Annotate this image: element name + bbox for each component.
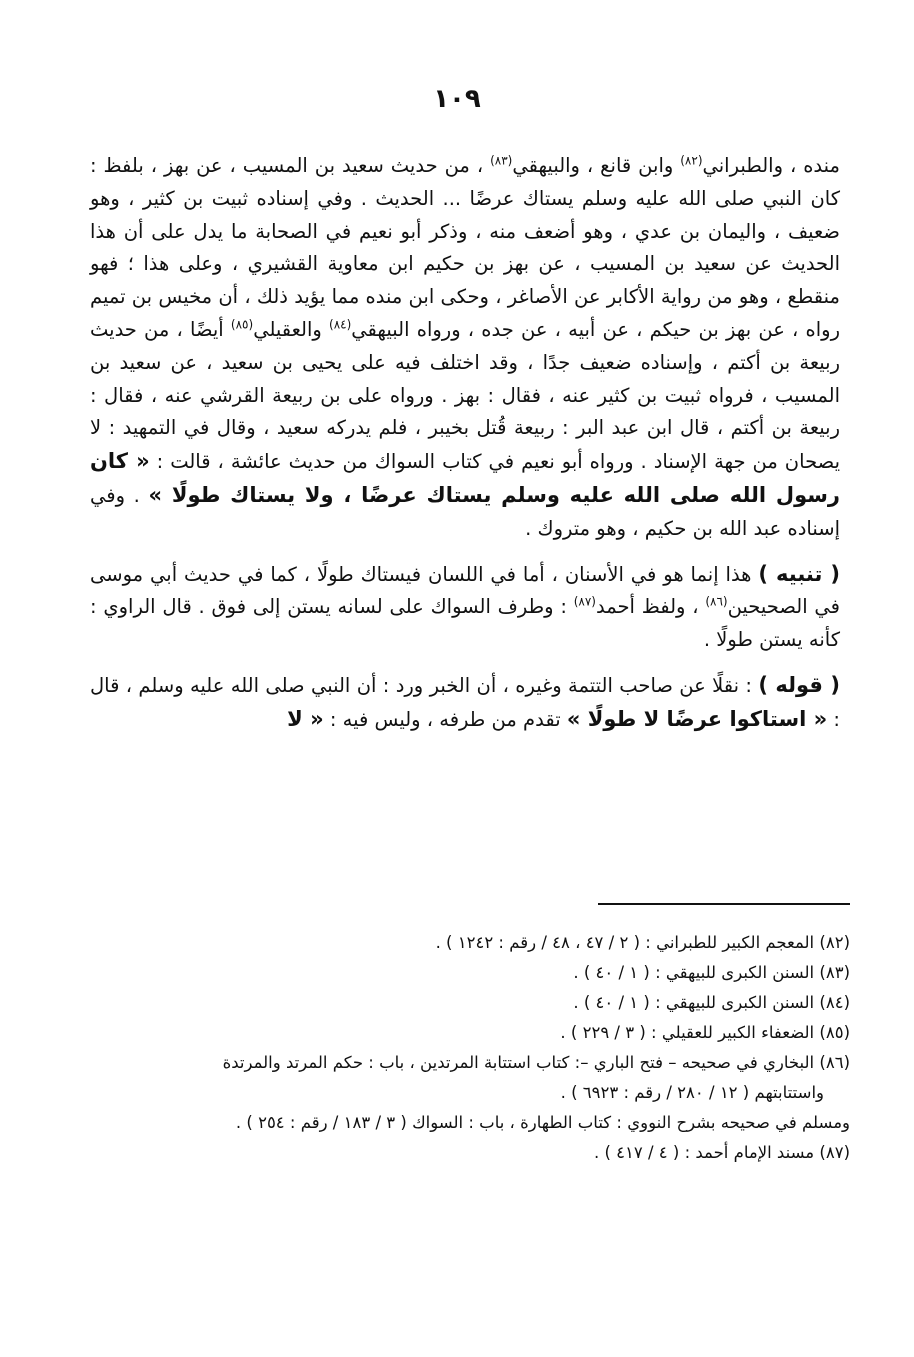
text-run: ، ولفظ أحمد (595, 595, 706, 619)
text-run: هذا إنما هو في الأسنان ، أما في اللسان فيستاك طولًا ، كما في حديث أبي موسى في الصحيحين (90, 562, 840, 619)
page-number: ١٠٩ (433, 84, 481, 114)
text-run: : نقلًا عن صاحب التتمة وغيره ، أن الخبر ورد : أن النبي صلى الله عليه وسلم ، قال : (90, 673, 840, 731)
paragraph-note (90, 558, 840, 657)
paragraph (90, 150, 840, 546)
footnote-ref-86[interactable]: (٨٦) (705, 594, 728, 609)
text-run: منده ، والطبراني (702, 154, 840, 177)
footnote-83: (٨٣) السنن الكبرى للبيهقي : ( ١ / ٤٠ ) . (573, 963, 850, 982)
footnote-ref-84[interactable]: (٨٤) (329, 317, 352, 332)
text-run: . وفي إسناده عبد الله بن حكيم ، وهو متروك . (90, 483, 840, 540)
footnote-86-continuation: واستتابتهم ( ١٢ / ٢٨٠ / رقم : ٦٩٢٣ ) . (560, 1083, 824, 1102)
footnote-87: (٨٧) مسند الإمام أحمد : ( ٤ / ٤١٧ ) . (593, 1143, 850, 1162)
footnote-86: (٨٦) البخاري في صحيحه – فتح الباري –: كتاب استتابة المرتدين ، باب : حكم المرتد والمرتدة (222, 1053, 850, 1072)
footnote-84: (٨٤) السنن الكبرى للبيهقي : ( ١ / ٤٠ ) . (573, 993, 850, 1012)
footnote-ref-87[interactable]: (٨٧) (573, 594, 596, 609)
text-run: والعقيلي (253, 317, 330, 341)
hadith-quote: « استاكوا عرضًا لا طولًا » (566, 706, 828, 731)
text-run: : وطرف السواك على لسانه يستن إلى فوق . قال الراوي : كأنه يستن طولًا . (90, 595, 840, 652)
hadith-quote: « كان رسول الله صلى الله عليه وسلم يستاك عرضًا ، ولا يستاك طولًا » (90, 449, 840, 507)
paragraph-qawluh (90, 669, 840, 737)
text-run: تقدم من طرفه ، وليس فيه : (323, 707, 567, 731)
footnote-85: (٨٥) الضعفاء الكبير للعقيلي : ( ٣ / ٢٢٩ ) . (560, 1023, 850, 1042)
footnotes (92, 928, 850, 1168)
qawluh-heading: ( قوله ) (758, 672, 840, 697)
text-run: ، من حديث سعيد بن المسيب ، عن بهز ، بلفظ : كان النبي صلى الله عليه وسلم يستاك عرضًا ... الحديث . وفي إسناده ثبيت بن كثير ، وهو ضعيف ، واليمان بن عدي ، وهو أضعف منه ، وذكر أبو نعيم في الصحابة ما يدل على أن هذا الحديث عن سعيد بن المسيب ، عن بهز بن حكيم ابن معاوية القشيري ، وعلى هذا ؛ فهو منقطع ، وهو من رواية الأكابر عن الأصاغر ، وحكى ابن منده مما يؤيد ذلك ، أن مخيس بن تميم رواه ، عن بهز بن حيكم ، عن أبيه ، عن جده ، ورواه البيهقي (90, 154, 840, 341)
footnote-82: (٨٢) المعجم الكبير للطبراني : ( ٢ / ٤٧ ، ٤٨ / رقم : ١٢٤٢ ) . (435, 933, 850, 952)
text-run: وابن قانع ، والبيهقي (512, 154, 681, 177)
hadith-quote-start: « لا (287, 706, 324, 731)
footnote-separator (598, 903, 850, 905)
footnote-86-muslim: ومسلم في صحيحه بشرح النووي : كتاب الطهارة ، باب : السواك ( ٣ / ١٨٣ / رقم : ٢٥٤ ) . (235, 1113, 850, 1132)
footnote-ref-82[interactable]: (٨٢) (680, 153, 703, 168)
footnote-ref-83[interactable]: (٨٣) (490, 153, 513, 168)
text-run: أيضًا ، من حديث ربيعة بن أكتم ، وإسناده ضعيف جدًا ، وقد اختلف فيه على يحيى بن سعيد ، عن سعيد بن المسيب ، فرواه ثبيت بن كثير عنه ، فقال : بهز . ورواه على بن ربيعة القرشي عنه ، فقال : ربيعة بن أكتم ، قال ابن عبد البر : ربيعة قُتل بخيبر ، فلم يدركه سعيد ، وقال في التمهيد : لا يصحان من جهة الإسناد . ورواه أبو نعيم في كتاب السواك من حديث عائشة ، قالت : (90, 317, 840, 474)
footnote-ref-85[interactable]: (٨٥) (230, 317, 254, 332)
main-text (90, 150, 840, 737)
note-heading: ( تنبيه ) (758, 561, 840, 586)
